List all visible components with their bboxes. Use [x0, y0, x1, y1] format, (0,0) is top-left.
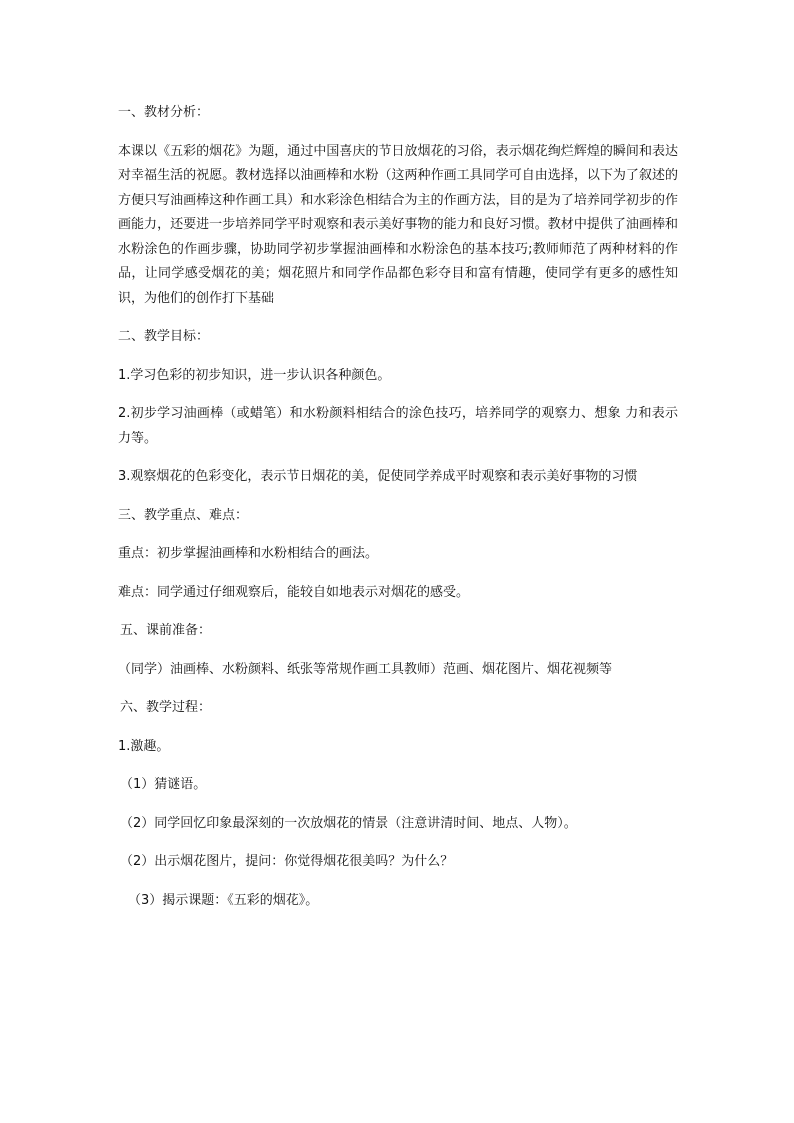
analysis-paragraph: 本课以《五彩的烟花》为题，通过中国喜庆的节日放烟花的习俗，表示烟花绚烂辉煌的瞬间和表达对幸福生活的祝愿。教材选择以油画棒和水粉（这两种作画工具同学可自由选择，以下为了叙述的方便只写油画棒这种作画工具）和水彩涂色相结合为主的作画方法，目的是为了培养同学初步的作画能力，还要进一步培养同学平时观察和表示美好事物的能力和良好习惯。教材中提供了油画棒和水粉涂色的作画步骤，协助同学初步掌握油画棒和水粉涂色的基本技巧;教师师范了两种材料的作品，让同学感受烟花的美；烟花照片和同学作品都色彩夺目和富有情趣，使同学有更多的感性知识，为他们的创作打下基础	[118, 143, 678, 306]
process-substep-3: （3）揭示课题：《五彩的烟花》。	[128, 892, 319, 908]
process-substep-2b: （2）出示烟花图片，提问：你觉得烟花很美吗？为什么？	[120, 854, 454, 869]
preparation-paragraph: （同学）油画棒、水粉颜料、纸张等常规作画工具教师）范画、烟花图片、烟花视频等	[118, 661, 613, 677]
section-heading-goals: 二、教学目标：	[118, 329, 210, 344]
process-substep-2: （2）同学回忆印象最深刻的一次放烟花的情景（注意讲清时间、地点、人物）。	[120, 815, 577, 831]
section-heading-preparation: 五、课前准备：	[120, 623, 212, 638]
difficult-point: 难点：同学通过仔细观察后，能较自如地表示对烟花的感受。	[118, 584, 470, 600]
process-substep-1: （1）猜谜语。	[120, 777, 207, 792]
goal-item-2: 2.初步学习油画棒（或蜡笔）和水粉颜料相结合的涂色技巧，培养同学的观察力、想象 力和表示力等。	[118, 406, 678, 446]
section-heading-process: 六、教学过程：	[120, 700, 212, 715]
process-step-1: 1.激趣。	[118, 738, 170, 754]
key-point: 重点：初步掌握油画棒和水粉相结合的画法。	[118, 546, 379, 561]
section-heading-key-points: 三、教学重点、难点：	[118, 507, 249, 523]
section-heading-analysis: 一、教材分析：	[118, 105, 210, 120]
goal-item-1: 1.学习色彩的初步知识，进一步认识各种颜色。	[118, 367, 391, 383]
goal-item-3: 3.观察烟花的色彩变化，表示节日烟花的美，促使同学养成平时观察和表示美好事物的习惯	[118, 469, 638, 484]
document-body	[118, 101, 678, 927]
